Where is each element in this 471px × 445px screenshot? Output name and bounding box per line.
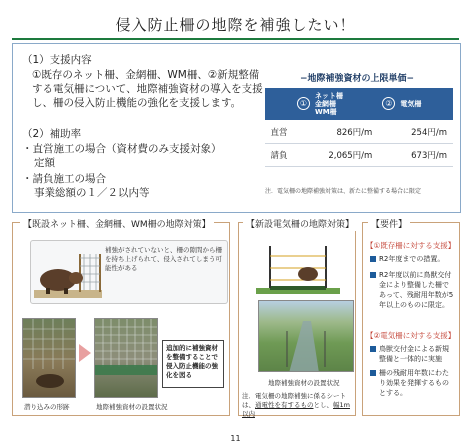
arrow-right-icon	[79, 344, 91, 362]
reinforcement-photo	[94, 318, 158, 398]
page-number: 11	[230, 434, 241, 443]
rate-line-1b: 定額	[34, 157, 55, 169]
table-header-row	[265, 88, 453, 120]
bubble-text: 補強がされていないと、柵の隙間から柵を持ち上げられて、侵入されてしまう可能性がある	[105, 246, 222, 272]
existing-fence-panel-title: 【既設ネット柵、金網柵、WM柵の地際対策】	[20, 217, 214, 231]
requirements-title: 【要件】	[368, 217, 410, 231]
requirements-sec2: 【②電気柵に対する支援】	[366, 331, 456, 340]
mesh-pattern	[23, 319, 76, 398]
path-pattern	[259, 301, 354, 372]
rate-line-1: ・直営施工の場合（資材費のみ支援対象）	[22, 143, 222, 155]
electric-fence-photo	[258, 300, 354, 372]
electric-fence-panel-title: 【新設電気柵の地際対策】	[243, 217, 357, 231]
rate-heading: （2）補助率	[22, 128, 82, 140]
table-row: 直営 826円/m 254円/m	[265, 120, 453, 143]
burrow-photo	[22, 318, 76, 398]
table-row: 請負 2,065円/m 673円/m	[265, 143, 453, 166]
support-heading: （1）支援内容	[22, 54, 92, 66]
mesh-pattern	[95, 319, 158, 398]
electric-fence-note: 注．電気柵の地際補強に係るシートは、通電性を有するものとし、幅1m以内	[242, 392, 350, 418]
support-line-3: し、柵の侵入防止機能の強化を支援します。	[32, 97, 242, 109]
requirement-item: R2年度以前に鳥獣交付金により整備した柵であって、残耐用年数が5年以上のものに限定。	[370, 270, 454, 310]
table-header-blank	[265, 88, 293, 120]
requirement-item: 柵の残耐用年数にわたり効果を発揮するものとする。	[370, 368, 454, 398]
support-text	[32, 68, 270, 110]
title-rule	[12, 38, 459, 40]
rate-line-2b: 事業総額の１／２以内等	[34, 187, 150, 199]
reinforcement-callout: 追加的に補強資材を整備することで侵入防止機能の強化を図る	[162, 340, 224, 388]
support-line-2: する電気柵について、地際補強資材の導入を支援	[32, 83, 263, 95]
reinforcement-caption: 地際補強資材の設置状況	[96, 403, 168, 411]
rate-line-2: ・請負施工の場合	[22, 173, 106, 185]
boar-illustration	[34, 250, 102, 300]
requirement-item: R2年度までの措置。	[370, 254, 454, 264]
electric-fence-caption: 地際補強資材の設置状況	[268, 379, 340, 387]
support-line-1: ①既存のネット柵、金網柵、WM柵、②新規整備	[32, 69, 260, 81]
requirement-item: 鳥獣交付金による新規整備と一体的に実施	[370, 344, 454, 364]
table-note: 注．電気柵の地際補強対策は、新たに整備する場合に限定	[265, 188, 422, 195]
burrow-caption: 潜り込みの形跡	[24, 403, 70, 411]
table-header-col1: ①ネット柵 金網柵 WM柵	[293, 88, 378, 120]
unit-price-table-title: −地際補強資材の上限単価−	[299, 74, 415, 84]
page-title: 侵入防止柵の地際を補強したい！	[115, 16, 356, 34]
table-header-col2: ② 電気柵	[378, 88, 453, 120]
requirements-sec1: 【①既存柵に対する支援】	[366, 241, 456, 250]
unit-price-table	[265, 88, 453, 167]
electric-fence-illustration	[256, 238, 340, 296]
